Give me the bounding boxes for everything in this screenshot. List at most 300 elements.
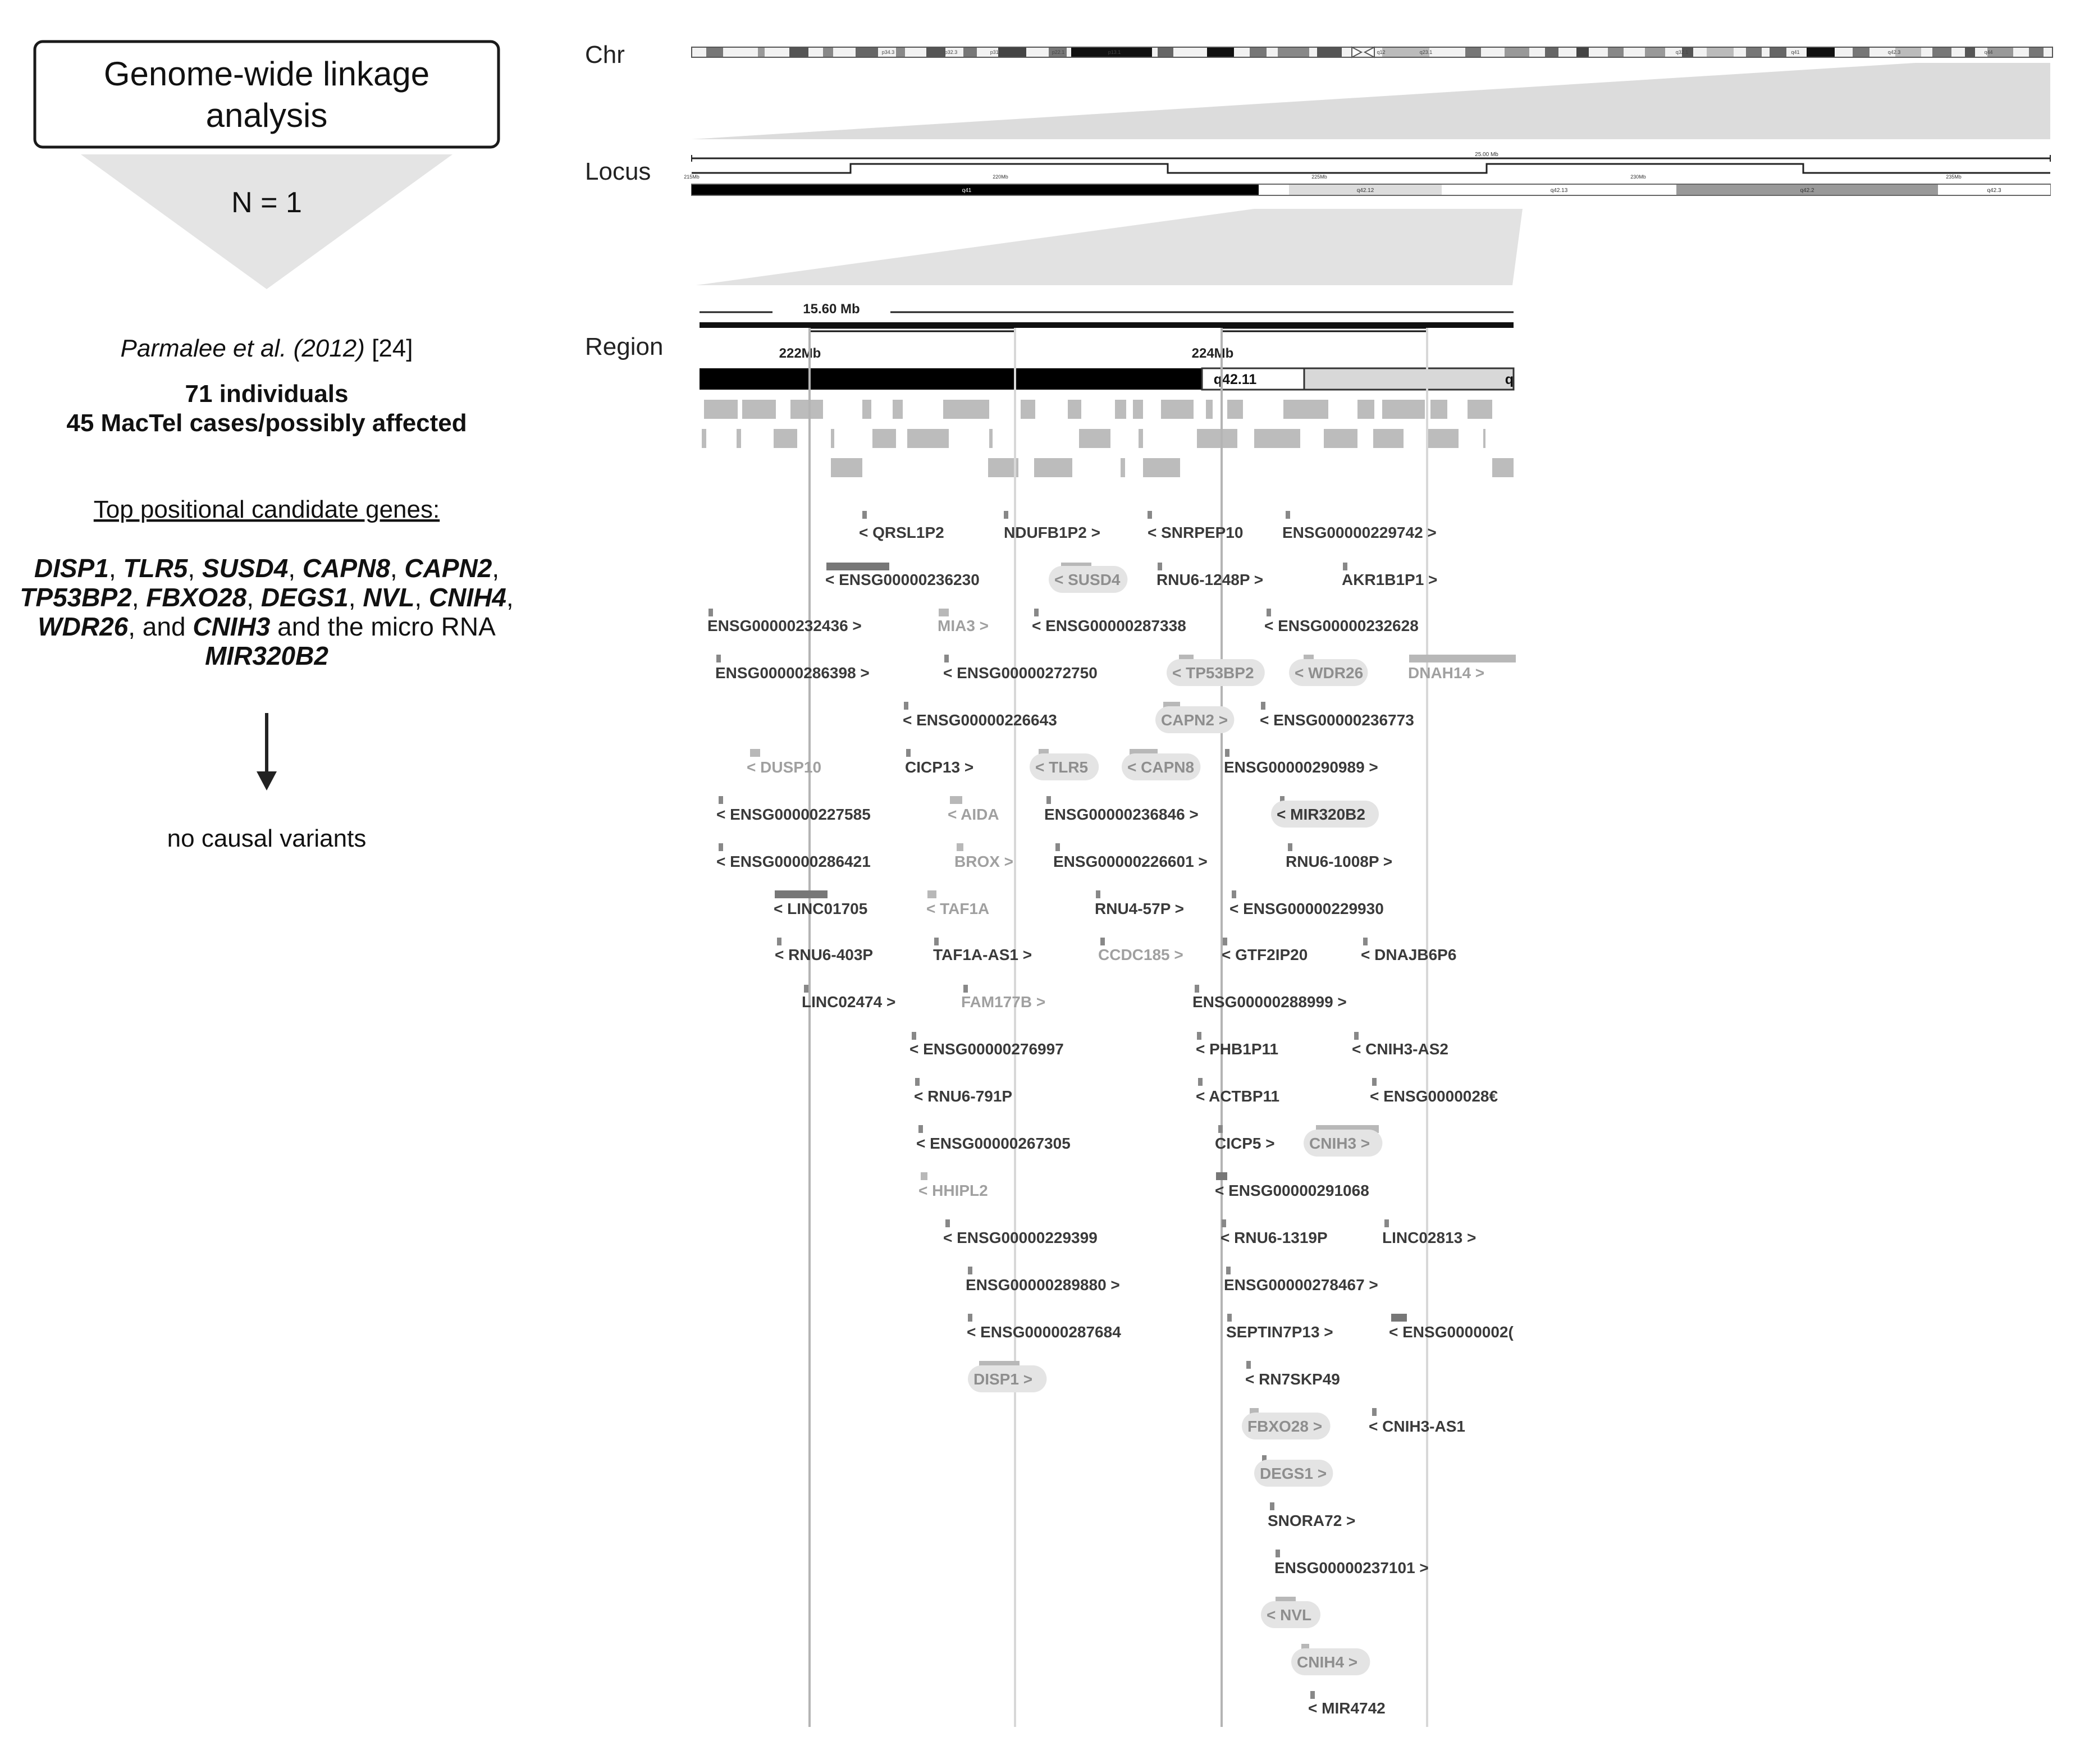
- gene-feature-mark: [1267, 609, 1271, 616]
- gene-label: < DUSP10: [747, 758, 822, 776]
- gene-feature-mark: [1246, 1361, 1251, 1369]
- locus-band-label: q42.3: [1987, 188, 2001, 194]
- gene-feature-mark: [719, 843, 723, 851]
- linkage-title-line1: Genome-wide linkage: [103, 55, 430, 93]
- candidate-gene-name: DISP1: [34, 554, 109, 583]
- gene-label: RNU4-57P >: [1095, 900, 1185, 917]
- gene-label: < WDR26: [1295, 664, 1364, 682]
- locus-size-label: 25.00 Mb: [1475, 152, 1498, 158]
- chromosome-band: [1465, 48, 1481, 57]
- gene-density-bar: [1206, 400, 1213, 419]
- gene-annotation: [966, 1267, 1120, 1294]
- region-ruler: [700, 301, 1514, 390]
- gene-label: < ENSG00000291068: [1215, 1182, 1369, 1199]
- candidate-gene-separator: ,: [188, 554, 202, 583]
- gene-annotation: [715, 655, 870, 682]
- gene-label: < HHIPL2: [918, 1182, 988, 1199]
- gene-feature-mark: [963, 985, 968, 993]
- gene-annotation: [918, 1172, 988, 1199]
- gene-density-bar: [1483, 429, 1485, 448]
- gene-feature-mark: [1034, 609, 1039, 616]
- gene-annotation: [1289, 655, 1368, 686]
- region-track-label: Region: [585, 333, 664, 360]
- chromosome-band: [1576, 48, 1589, 57]
- chromosome-band: [896, 48, 905, 57]
- gene-annotation: [1370, 1078, 1498, 1105]
- gene-annotation: [1382, 1219, 1476, 1246]
- gene-feature-bar: [950, 796, 962, 804]
- gene-feature-mark: [1310, 1691, 1315, 1699]
- gene-label: ENSG00000226601 >: [1053, 853, 1208, 870]
- locus-bands: [692, 185, 2050, 195]
- gene-annotation: [802, 985, 895, 1011]
- chromosome-band: [926, 48, 945, 57]
- gene-annotation: [1242, 1408, 1331, 1439]
- candidate-gene-name: CNIH4: [428, 583, 506, 612]
- gene-annotation: [943, 1219, 1098, 1246]
- gene-feature-mark: [862, 511, 867, 519]
- gene-feature-mark: [804, 985, 808, 993]
- chromosome-band: [963, 48, 977, 57]
- chromosome-band: [856, 48, 878, 57]
- gene-density-bar: [1468, 400, 1492, 419]
- gene-annotation: [1030, 749, 1099, 780]
- gene-label: < ENSG0000028€: [1370, 1087, 1498, 1105]
- gene-feature-mark: [1158, 563, 1162, 570]
- locus-tick-label: 235Mb: [1946, 174, 1962, 180]
- gene-feature-mark: [944, 655, 949, 662]
- gene-label: FBXO28 >: [1247, 1418, 1323, 1435]
- gene-feature-mark: [716, 655, 721, 662]
- gene-annotation: [1148, 511, 1243, 541]
- gene-feature-mark: [708, 609, 713, 616]
- gene-label: < ENSG00000232628: [1264, 617, 1419, 634]
- gene-feature-mark: [719, 796, 723, 804]
- chromosome-band: [1707, 48, 1734, 57]
- gene-annotation: [1053, 843, 1208, 870]
- gene-annotation: [1342, 563, 1437, 588]
- gene-label: < ACTBP11: [1196, 1087, 1280, 1105]
- gene-feature-mark: [1286, 511, 1290, 519]
- gene-feature-mark: [915, 1078, 920, 1086]
- gene-annotation: [707, 609, 862, 634]
- chromosome-band: [1645, 48, 1665, 57]
- gene-feature-mark: [945, 1219, 950, 1227]
- candidate-genes-line2: [20, 583, 513, 612]
- gene-annotation: [1254, 1455, 1333, 1487]
- chromosome-band: [1505, 48, 1529, 57]
- gene-annotation: [774, 890, 867, 917]
- gene-feature-mark: [1343, 563, 1347, 570]
- region-band-label: q42.11: [1213, 372, 1257, 387]
- gene-density-bar: [893, 400, 903, 419]
- gene-label: CNIH3 >: [1309, 1135, 1370, 1152]
- gene-label: < RNU6-791P: [914, 1087, 1013, 1105]
- gene-label: < TAF1A: [926, 900, 990, 917]
- chromosome-band-label: p31.1: [990, 49, 1003, 55]
- gene-density-bar: [1143, 458, 1180, 477]
- gene-feature-mark: [968, 1314, 972, 1322]
- gene-feature-mark: [1004, 511, 1008, 519]
- gene-label: < SUSD4: [1054, 571, 1121, 588]
- gene-label: < ENSG0000002(: [1389, 1323, 1514, 1341]
- gene-annotation: [1032, 609, 1186, 634]
- gene-annotation: [1157, 563, 1263, 588]
- chromosome-band-label: q42.3: [1887, 49, 1901, 55]
- gene-density-bar: [737, 429, 741, 448]
- gene-annotation: [1122, 749, 1200, 780]
- gene-feature-mark: [1384, 1219, 1389, 1227]
- gene-label: < ENSG00000287684: [967, 1323, 1121, 1341]
- citation: [121, 335, 413, 362]
- gene-label: ENSG00000290989 >: [1224, 758, 1378, 776]
- result-text: no causal variants: [167, 825, 367, 852]
- gene-label: ENSG00000278467 >: [1224, 1276, 1378, 1294]
- chromosome-band: [1158, 48, 1173, 57]
- chromosome-band-label: q12: [1377, 49, 1386, 55]
- gene-feature-bar: [775, 890, 828, 898]
- gene-label: CICP5 >: [1215, 1135, 1275, 1152]
- gene-density-bar: [1079, 429, 1110, 448]
- gene-label: CAPN2 >: [1161, 711, 1228, 729]
- gene-density-bar: [1227, 400, 1243, 419]
- gene-annotation: [933, 938, 1032, 963]
- candidate-gene-name: TLR5: [123, 554, 188, 583]
- gene-annotation: [1098, 938, 1183, 963]
- gene-feature-mark: [904, 702, 908, 710]
- candidate-gene-name: TP53BP2: [20, 583, 132, 612]
- gene-feature-bar: [1216, 1172, 1227, 1180]
- gene-density-bar: [1382, 400, 1425, 419]
- gene-density-bar: [1197, 429, 1237, 448]
- gene-density-bar: [1161, 400, 1194, 419]
- gene-label: < TLR5: [1035, 758, 1089, 776]
- gene-annotation: [1271, 796, 1379, 828]
- gene-annotation: [938, 609, 989, 634]
- gene-density-bar: [988, 458, 1018, 477]
- zoom-chr-to-locus: [692, 63, 2050, 139]
- gene-label: SNORA72 >: [1268, 1512, 1356, 1529]
- gene-annotation: [916, 1125, 1071, 1152]
- region-size-label: 15.60 Mb: [803, 301, 860, 317]
- gene-label: ENSG00000288999 >: [1192, 993, 1347, 1011]
- gene-annotation: [1229, 890, 1384, 917]
- gene-density-bar: [1133, 400, 1143, 419]
- gene-annotation: [1260, 702, 1414, 729]
- individuals-count: 71 individuals: [185, 380, 349, 408]
- gene-density-bar: [702, 429, 706, 448]
- genome-browser: [585, 41, 2053, 1727]
- gene-density-bar: [831, 429, 834, 448]
- gene-feature-mark: [1354, 1032, 1359, 1040]
- chromosome-band: [1770, 48, 1786, 57]
- gene-density-bar: [704, 400, 738, 419]
- gene-annotation: [909, 1032, 1064, 1058]
- gene-label: < ENSG00000287338: [1032, 617, 1186, 634]
- gene-feature-mark: [912, 1032, 916, 1040]
- gene-label: MIA3 >: [938, 617, 989, 634]
- chromosome-band: [823, 48, 833, 57]
- gene-feature-mark: [1198, 1078, 1203, 1086]
- candidate-gene-separator: , and: [128, 612, 193, 641]
- region-band-label-cut: q: [1505, 372, 1514, 387]
- gene-feature-bar: [921, 1172, 927, 1180]
- result-arrow-head: [257, 771, 277, 790]
- locus-tick-label: 225Mb: [1311, 174, 1327, 180]
- candidate-gene-separator: ,: [348, 583, 363, 612]
- gene-label: TAF1A-AS1 >: [933, 946, 1032, 963]
- gene-annotation: [1245, 1361, 1340, 1388]
- chromosome-band: [1807, 48, 1835, 57]
- gene-density-bar: [1021, 400, 1035, 419]
- candidate-gene-name: SUSD4: [202, 554, 289, 583]
- chromosome-band-label: p13.1: [1108, 49, 1121, 55]
- gene-density-bar: [1068, 400, 1081, 419]
- gene-label: < MIR320B2: [1277, 806, 1365, 823]
- gene-annotation: [1286, 843, 1392, 870]
- gene-annotation: [1167, 655, 1265, 686]
- chromosome-band: [758, 48, 765, 57]
- gene-label: ENSG00000289880 >: [966, 1276, 1120, 1294]
- gene-feature-mark: [777, 938, 781, 945]
- gene-annotation: [954, 843, 1013, 870]
- chromosome-band: [1965, 48, 1975, 57]
- gene-label: CCDC185 >: [1098, 946, 1183, 963]
- cases-count: 45 MacTel cases/possibly affected: [66, 409, 467, 437]
- gene-feature-mark: [1046, 796, 1051, 804]
- gene-annotations: [707, 511, 1516, 1717]
- candidate-gene-separator: ,: [414, 583, 429, 612]
- gene-label: NDUFB1P2 >: [1004, 524, 1100, 541]
- gene-density-bar: [1139, 429, 1143, 448]
- gene-feature-bar: [957, 843, 963, 851]
- gene-label: ENSG00000286398 >: [715, 664, 870, 682]
- gene-annotation: [1264, 609, 1419, 634]
- gene-density-bar: [1492, 458, 1514, 477]
- gene-feature-bar: [927, 890, 936, 898]
- chromosome-band: [1932, 48, 1951, 57]
- candidate-heading: Top positional candidate genes:: [93, 496, 440, 523]
- gene-annotation: [1282, 511, 1437, 541]
- gene-annotation: [1268, 1502, 1355, 1529]
- gene-feature-mark: [1218, 1125, 1223, 1133]
- gene-feature-mark: [1288, 843, 1292, 851]
- gene-annotation: [716, 796, 871, 823]
- gene-annotation: [716, 843, 871, 870]
- gene-feature-mark: [1227, 1314, 1232, 1322]
- gene-annotation: [1196, 1032, 1278, 1058]
- gene-annotation: [1274, 1550, 1429, 1576]
- chromosome-band-label: q23.1: [1419, 49, 1433, 55]
- gene-feature-mark: [1055, 843, 1060, 851]
- gene-label: DEGS1 >: [1260, 1465, 1327, 1482]
- gene-label: < PHB1P11: [1196, 1040, 1279, 1058]
- gene-density-bar: [1428, 429, 1459, 448]
- gene-label: < CNIH3-AS1: [1369, 1418, 1465, 1435]
- gene-density-bar: [872, 429, 896, 448]
- chromosome-band: [1317, 48, 1342, 57]
- candidate-gene-separator: ,: [288, 554, 303, 583]
- chromosome-band: [1250, 48, 1267, 57]
- gene-label: LINC02813 >: [1382, 1229, 1477, 1246]
- gene-annotation: [961, 985, 1045, 1011]
- candidate-gene-separator: ,: [390, 554, 405, 583]
- gene-annotation: [1352, 1032, 1448, 1058]
- gene-label: < ENSG00000227585: [716, 806, 871, 823]
- gene-annotation: [1304, 1125, 1382, 1157]
- gene-label: CNIH4 >: [1297, 1653, 1358, 1671]
- gene-density-bar: [1254, 429, 1300, 448]
- candidate-gene-separator: ,: [108, 554, 124, 583]
- gene-density-bar: [1283, 400, 1328, 419]
- candidate-gene-name: CAPN8: [302, 554, 390, 583]
- gene-label: SEPTIN7P13 >: [1226, 1323, 1333, 1341]
- candidate-genes-line3: [38, 612, 496, 641]
- gene-density-bar: [943, 400, 989, 419]
- gene-feature-mark: [1261, 702, 1265, 710]
- gene-density-bar: [1034, 458, 1072, 477]
- candidate-genes-line1: [34, 554, 499, 583]
- citation-ref: [24]: [372, 335, 413, 362]
- gene-annotation: [905, 749, 973, 776]
- locus-band-label: q42.2: [1800, 188, 1814, 194]
- locus-band-label: q42.12: [1356, 188, 1374, 194]
- gene-annotation: [859, 511, 944, 541]
- chromosome-ideogram: [692, 47, 2053, 57]
- locus-tick-label: 230Mb: [1630, 174, 1646, 180]
- gene-label: < TP53BP2: [1172, 664, 1254, 682]
- gene-label: < SNRPEP10: [1148, 524, 1244, 541]
- chromosome-band-label: q44: [1984, 49, 1993, 55]
- gene-feature-mark: [1100, 938, 1105, 945]
- locus-track-label: Locus: [585, 158, 651, 185]
- gene-annotation: [1215, 1172, 1369, 1199]
- gene-feature-mark: [1096, 890, 1100, 898]
- gene-feature-mark: [918, 1125, 923, 1133]
- gene-density-bars: [702, 400, 1514, 477]
- gene-feature-mark: [1225, 749, 1229, 757]
- candidate-gene-separator: ,: [246, 583, 261, 612]
- gene-annotation: [1261, 1597, 1320, 1628]
- gene-label: BROX >: [954, 853, 1014, 870]
- candidate-gene-name: DEGS1: [260, 583, 349, 612]
- gene-feature-mark: [968, 1267, 972, 1274]
- locus-ruler: [684, 152, 2050, 195]
- gene-annotation: [1224, 1267, 1378, 1294]
- gene-annotation: [1095, 890, 1184, 917]
- gene-annotation: [903, 702, 1057, 729]
- gene-label: < ENSG00000286421: [716, 853, 871, 870]
- gene-label: CICP13 >: [905, 758, 974, 776]
- region-tick-label-222: 222Mb: [779, 346, 821, 361]
- gene-label: < AIDA: [948, 806, 999, 823]
- gene-annotation: [968, 1361, 1046, 1392]
- gene-label: < CNIH3-AS2: [1352, 1040, 1448, 1058]
- chromosome-band: [1746, 48, 1762, 57]
- gene-annotation: [1389, 1314, 1514, 1341]
- gene-feature-mark: [934, 938, 939, 945]
- gene-label: RNU6-1248P >: [1157, 571, 1264, 588]
- gene-label: DNAH14 >: [1408, 664, 1485, 682]
- gene-feature-mark: [1148, 511, 1152, 519]
- locus-band-label: q42.13: [1550, 188, 1568, 194]
- gene-annotation: [1224, 749, 1378, 776]
- candidate-gene-name: CAPN2: [404, 554, 492, 583]
- chromosome-band: [1207, 48, 1234, 57]
- gene-density-bar: [1441, 400, 1447, 419]
- gene-annotation: [1044, 796, 1199, 823]
- gene-label: < ENSG00000272750: [943, 664, 1098, 682]
- gene-label: < ENSG00000276997: [909, 1040, 1064, 1058]
- gene-label: LINC02474 >: [802, 993, 896, 1011]
- left-panel: [20, 42, 513, 852]
- gene-density-bar: [989, 429, 993, 448]
- gene-feature-mark: [1226, 1267, 1231, 1274]
- candidate-gene-separator: ,: [492, 554, 500, 583]
- chromosome-band: [706, 48, 723, 57]
- gene-label: ENSG00000232436 >: [707, 617, 862, 634]
- gene-annotation: [1222, 938, 1308, 963]
- gene-density-bar: [1357, 400, 1374, 419]
- locus-band-label: q41: [962, 188, 972, 194]
- gene-density-bar: [1115, 400, 1126, 419]
- gene-label: < CAPN8: [1127, 758, 1195, 776]
- gene-annotation: [914, 1078, 1012, 1105]
- gene-label: < RNU6-1319P: [1221, 1229, 1328, 1246]
- gene-label: < GTF2IP20: [1222, 946, 1308, 963]
- gene-annotation: [1361, 938, 1456, 963]
- gene-density-bar: [790, 400, 823, 419]
- locus-band: [692, 185, 1259, 195]
- zoom-locus-to-region: [696, 209, 1523, 285]
- candidate-gene-name: FBXO28: [146, 583, 247, 612]
- gene-feature-bar: [939, 609, 949, 616]
- gene-label: ENSG00000237101 >: [1274, 1559, 1429, 1576]
- gene-annotation: [1369, 1408, 1465, 1435]
- gene-label: FAM177B >: [961, 993, 1046, 1011]
- gene-annotation: [967, 1314, 1121, 1341]
- gene-feature-mark: [1276, 1550, 1280, 1557]
- sample-count-label: N = 1: [231, 186, 302, 219]
- citation-authors: Parmalee et al.: [120, 335, 287, 362]
- gene-label: < QRSL1P2: [859, 524, 944, 541]
- gene-feature-mark: [1197, 1032, 1201, 1040]
- chr-track-label: Chr: [585, 41, 625, 68]
- gene-annotation: [943, 655, 1098, 682]
- gene-label: < LINC01705: [774, 900, 868, 917]
- gene-feature-mark: [1232, 890, 1236, 898]
- gene-annotation: [1004, 511, 1100, 541]
- gene-density-bar: [1324, 429, 1357, 448]
- gene-density-bar: [907, 429, 949, 448]
- gene-annotation: [1408, 655, 1516, 682]
- gene-density-bar: [774, 429, 797, 448]
- chromosome-band-label: p22.1: [1052, 49, 1065, 55]
- chromosome-band: [789, 48, 808, 57]
- chromosome-band: [1608, 48, 1624, 57]
- gene-feature-mark: [1363, 938, 1368, 945]
- gene-feature-bar: [826, 563, 889, 570]
- gene-feature-mark: [1195, 985, 1199, 993]
- chromosome-band: [1853, 48, 1869, 57]
- gene-annotation: [1308, 1691, 1386, 1717]
- candidate-genes-line4: [205, 641, 328, 670]
- gene-label: < RN7SKP49: [1245, 1370, 1340, 1388]
- gene-density-bar: [1373, 429, 1404, 448]
- locus-tick-label: 220Mb: [993, 174, 1008, 180]
- gene-feature-mark: [1372, 1078, 1377, 1086]
- gene-label: ENSG00000236846 >: [1044, 806, 1199, 823]
